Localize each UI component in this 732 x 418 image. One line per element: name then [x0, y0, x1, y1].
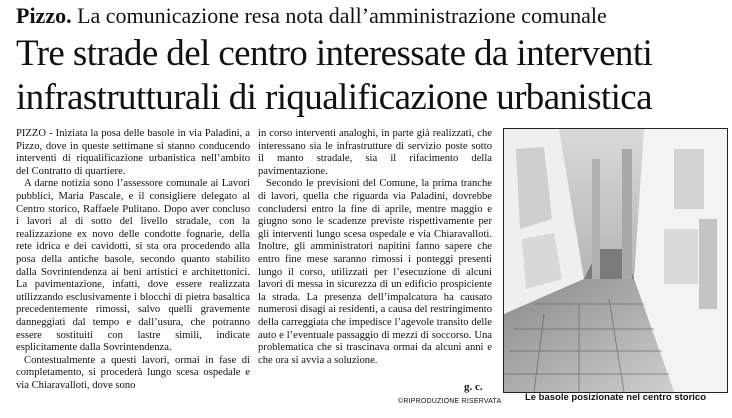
kicker: [16, 3, 728, 29]
article-column-2: [258, 128, 492, 367]
headline-line-1: Tre strade del centro interessate da interventi: [16, 33, 653, 74]
paragraph: PIZZO - Iniziata la posa delle basole in via Paladini, a Pizzo, dove in queste settimane si stanno conducendo interventi di riqualificazione urbanistica nell’ambito del Contratto di quartiere.: [16, 128, 250, 177]
headline-line-2: infrastrutturali di riqualificazione urbanistica: [16, 77, 652, 118]
paragraph: in corso interventi analoghi, in parte già realizzati, che interessano sia le infrastrutture di servizio poste sotto il manto stradale, sia il rifacimento della pavimentazione.: [258, 128, 492, 177]
paragraph: Contestualmente a questi lavori, ormai in fase di completamento, si procederà lungo scesa ospedale e via Chiaravalloti, dove sono: [16, 354, 250, 391]
street-photo-illustration: [504, 129, 727, 392]
kicker-text: La comunicazione resa nota dall’amministrazione comunale: [77, 3, 607, 28]
article-column-1: [16, 128, 250, 392]
paragraph: Secondo le previsioni del Comune, la prima tranche di lavori, quella che riguarda via Paladini, dovrebbe concludersi entro la fine di aprile, mentre maggio e giugno sono le scadenze previste rispettivamente per gli interventi lungo scesa ospedale e via Chiaravalloti. Inoltre, gli amministratori napitini fanno sapere che entro fine mese saranno rimossi i ponteggi presenti lungo il corso, utilizzati per l’esecuzione di alcuni lavori di messa in sicurezza di un edificio prospiciente la strada. La presenza dell’impalcatura ha causato numerosi disagi ai residenti, a causa del restringimento della carreggiata che impedisce l’agevole transito delle auto e l’eventuale passaggio di mezzi di soccorso. Una problematica che si trascinava ormai da alcuni anni e che ora si avvia a soluzione.: [258, 178, 492, 366]
photo-caption: Le basole posizionate nel centro storico: [524, 392, 707, 403]
author-signature: g. c.: [464, 381, 483, 393]
kicker-place: Pizzo.: [16, 3, 72, 28]
paragraph: A darne notizia sono l’assessore comunale ai Lavori pubblici, Maria Pascale, e il consigliere delegato al Centro storico, Raffaele Pulitano. Dopo aver concluso i lavori al di sotto del livello stradale, con la realizzazione ex novo delle condotte fognarie, della rete idrica e dei cavidotti, si sta ora procedendo alla posa della antiche basole, secondo quanto stabilito dalla Sovrintendenza ai beni artistici e architettonici. La pavimentazione, infatti, dove essere realizzata utilizzando esclusivamente i blocchi di pietra basaltica precedentemente rimossi, salvo quelli gravemente danneggiati dal tempo e dall’usura, che potranno essere sostituiti con lastre simili, indicate esplicitamente dalla Sovrintendenza.: [16, 178, 250, 354]
rights-notice: ©RIPRODUZIONE RISERVATA: [398, 398, 502, 405]
street-photo: [503, 128, 728, 393]
headline: [16, 32, 728, 120]
